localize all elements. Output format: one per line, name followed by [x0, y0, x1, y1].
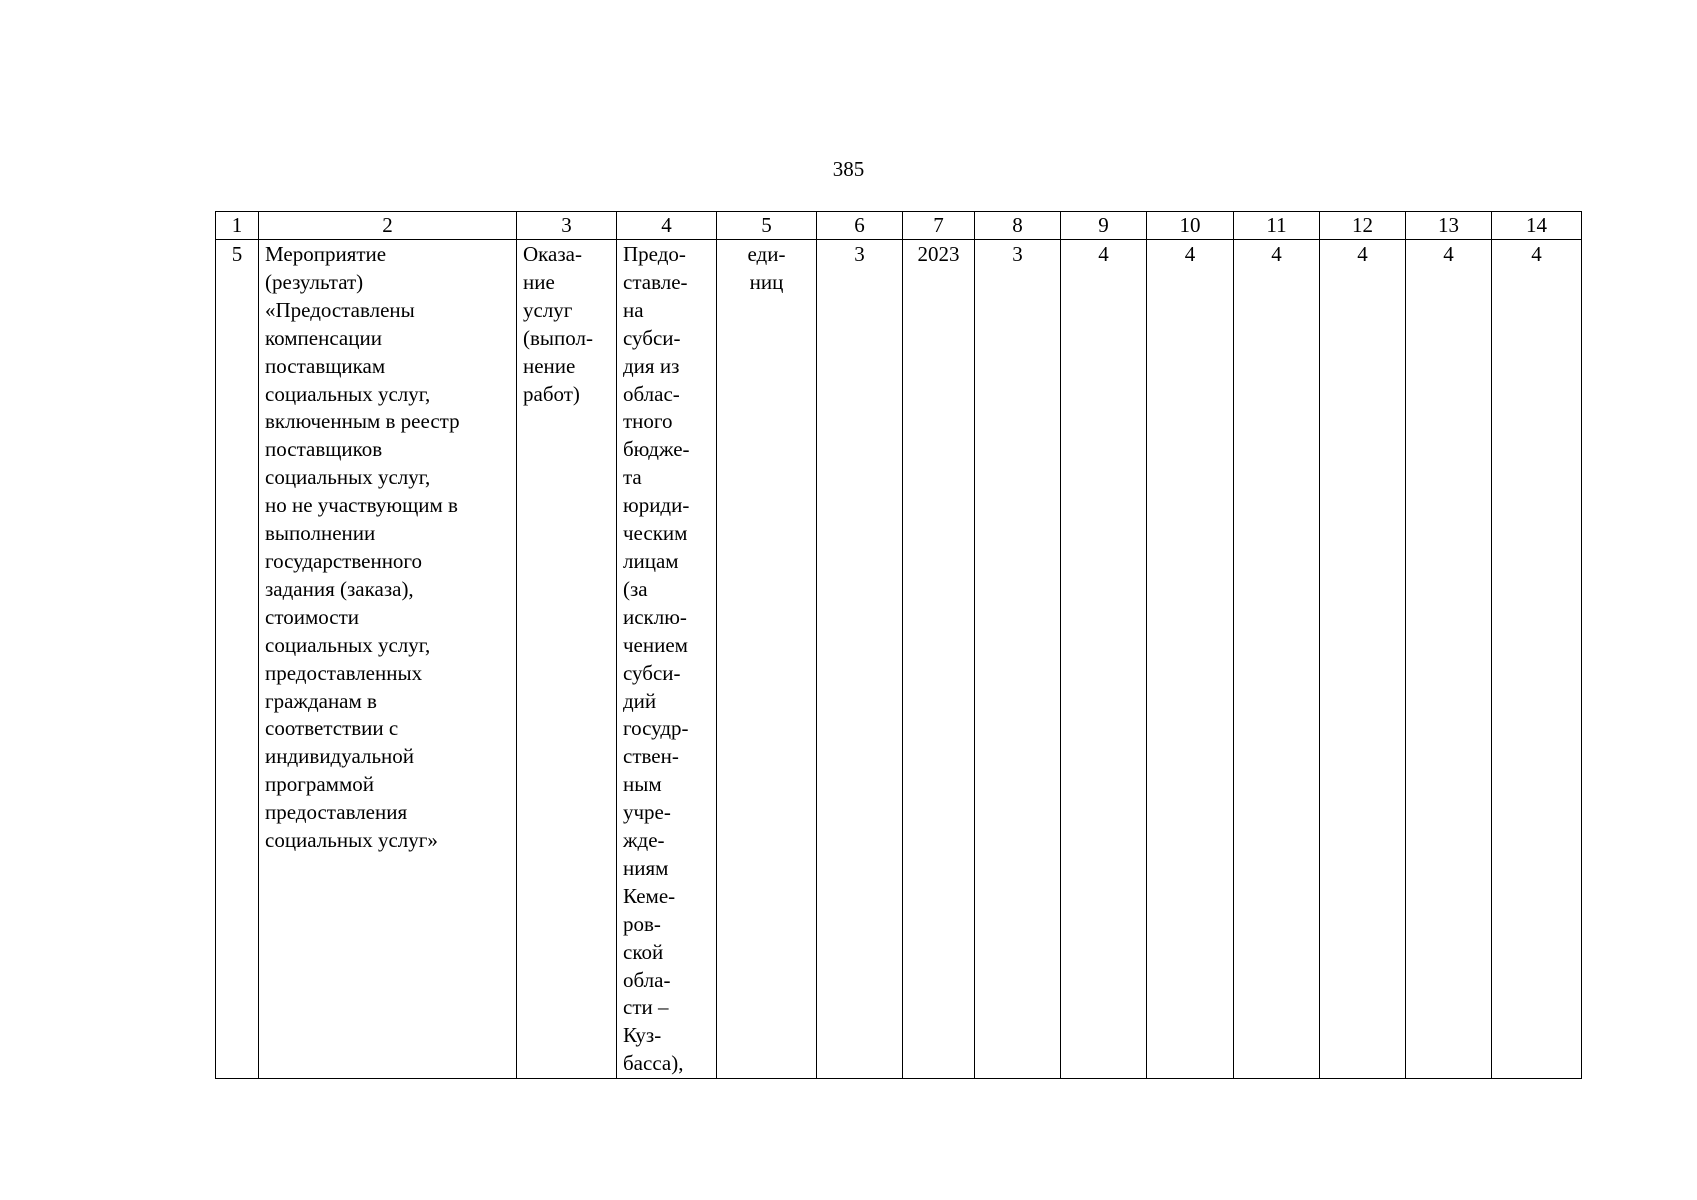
column-number-1: 1 — [216, 212, 259, 240]
column-number-12: 12 — [1320, 212, 1406, 240]
value-cell-6: 3 — [817, 240, 903, 1079]
activity-description-cell: Предо- ставле- на субси- дия из облас- тного бюдже- та юриди- ческим лицам (за исклю- чением субси- дий госудр- ствен- ным учре- жде- ниям Кеме- ров- ской обла- сти – Куз- басса), — [617, 240, 717, 1079]
column-number-2: 2 — [259, 212, 517, 240]
column-number-4: 4 — [617, 212, 717, 240]
column-number-14: 14 — [1492, 212, 1582, 240]
data-table — [215, 211, 1582, 1079]
value-cell-8: 3 — [975, 240, 1061, 1079]
year-cell: 2023 — [903, 240, 975, 1079]
column-number-9: 9 — [1061, 212, 1147, 240]
column-number-7: 7 — [903, 212, 975, 240]
value-cell-12: 4 — [1320, 240, 1406, 1079]
activity-type-cell: Оказа- ние услуг (выпол- нение работ) — [517, 240, 617, 1079]
column-number-5: 5 — [717, 212, 817, 240]
column-number-10: 10 — [1147, 212, 1234, 240]
activity-name-cell: Мероприятие (результат) «Предоставлены компенсации поставщикам социальных услуг, включенным в реестр поставщиков социальных услуг, но не участвующим в выполнении государственного задания (заказа), стоимости социальных услуг, предоставленных гражданам в соответствии с индивидуальной программой предоставления социальных услуг» — [259, 240, 517, 1079]
column-number-3: 3 — [517, 212, 617, 240]
page-number: 385 — [832, 157, 865, 181]
column-number-13: 13 — [1406, 212, 1492, 240]
table-header-row — [216, 212, 1582, 240]
column-number-8: 8 — [975, 212, 1061, 240]
row-number-cell: 5 — [216, 240, 259, 1079]
value-cell-11: 4 — [1234, 240, 1320, 1079]
value-cell-10: 4 — [1147, 240, 1234, 1079]
column-number-6: 6 — [817, 212, 903, 240]
table-row — [216, 240, 1582, 1079]
value-cell-13: 4 — [1406, 240, 1492, 1079]
value-cell-9: 4 — [1061, 240, 1147, 1079]
column-number-11: 11 — [1234, 212, 1320, 240]
value-cell-14: 4 — [1492, 240, 1582, 1079]
unit-cell: еди- ниц — [717, 240, 817, 1079]
